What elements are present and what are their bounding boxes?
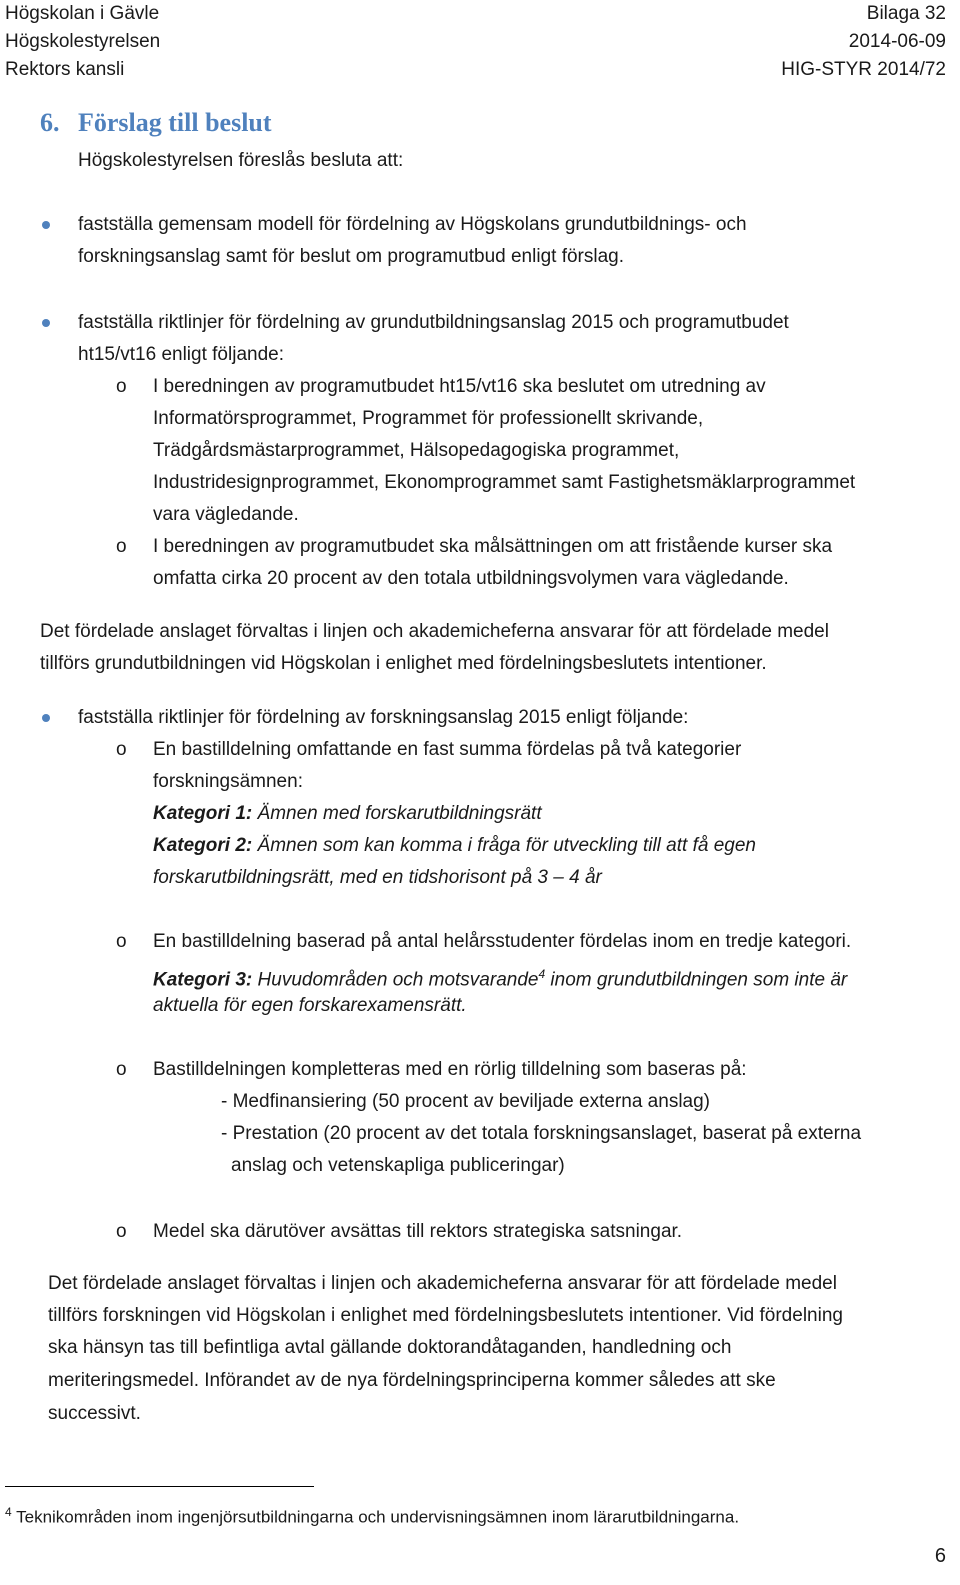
section-number: 6. <box>40 108 60 137</box>
b3-sub4-line1: Medel ska därutöver avsättas till rektors strategiska satsningar. <box>153 1221 683 1242</box>
sub-bullet-marker: o <box>116 536 127 557</box>
b2-sub1-line2: Informatörsprogrammet, Programmet för professionellt skrivande, <box>153 408 704 429</box>
category-3-label: Kategori 3: <box>153 969 253 991</box>
b2-sub1-line1: I beredningen av programutbudet ht15/vt16 ska beslutet om utredning av <box>153 376 766 397</box>
category-3-text-a: Huvudområden och motsvarande <box>252 969 539 991</box>
b3-sub2-line1: En bastilldelning baserad på antal helårsstudenter fördelas inom en tredje kategori. <box>153 931 852 952</box>
b2-sub2-line2: omfatta cirka 20 procent av den totala utbildningsvolymen vara vägledande. <box>153 568 789 589</box>
dash-item-1: - Medfinansiering (50 procent av beviljade externa anslag) <box>221 1091 710 1112</box>
category-1-text: Ämnen med forskarutbildningsrätt <box>252 803 542 824</box>
para1-line1: Det fördelade anslaget förvaltas i linjen och akademicheferna ansvarar för att fördelade medel <box>40 621 829 642</box>
footnote-separator <box>5 1486 314 1487</box>
para1-line2: tillförs grundutbildningen vid Högskolan i enlighet med fördelningsbeslutets intentioner. <box>40 653 767 674</box>
sub-bullet-marker: o <box>116 739 127 760</box>
category-3-line2: aktuella för egen forskarexamensrätt. <box>153 995 467 1016</box>
footnote <box>5 1500 739 1530</box>
b3-sub3-line1: Bastilldelningen kompletteras med en rörlig tilldelning som baseras på: <box>153 1059 747 1080</box>
category-2-line2: forskarutbildningsrätt, med en tidshorisont på 3 – 4 år <box>153 867 602 888</box>
category-2-text: Ämnen som kan komma i fråga för utveckling till att få egen <box>252 835 756 856</box>
bullet1-line2: forskningsanslag samt för beslut om programutbud enligt förslag. <box>78 246 624 267</box>
category-1 <box>153 798 542 830</box>
sub-bullet-marker: o <box>116 1059 127 1080</box>
header-org: Högskolan i Gävle <box>5 3 160 24</box>
category-3-text-b: inom grundutbildningen som inte är <box>545 969 848 991</box>
section-title: Förslag till beslut <box>78 108 272 137</box>
header-office: Rektors kansli <box>5 59 125 80</box>
bullet1-line1: fastställa gemensam modell för fördelning av Högskolans grundutbildnings- och <box>78 214 747 235</box>
para2-line4: meriteringsmedel. Införandet av de nya fördelningsprinciperna kommer således att ske <box>48 1370 776 1391</box>
footnote-text: Teknikområden inom ingenjörsutbildningarna och undervisningsämnen inom lärarutbildningarna. <box>16 1507 740 1527</box>
b2-sub1-line4: Industridesignprogrammet, Ekonomprogrammet samt Fastighetsmäklarprogrammet <box>153 472 856 493</box>
bullet-icon <box>42 221 50 229</box>
header-board: Högskolestyrelsen <box>5 31 161 52</box>
para2-line1: Det fördelade anslaget förvaltas i linjen och akademicheferna ansvarar för att fördelade medel <box>48 1273 837 1294</box>
sub-bullet-marker: o <box>116 376 127 397</box>
page-number: 6 <box>934 1545 946 1567</box>
dash-item-2-line1: - Prestation (20 procent av det totala forskningsanslaget, baserat på externa <box>221 1123 862 1144</box>
sub-bullet-marker: o <box>116 931 127 952</box>
bullet2-line2: ht15/vt16 enligt följande: <box>78 344 284 365</box>
section-intro: Högskolestyrelsen föreslås besluta att: <box>78 150 404 171</box>
bullet3-line1: fastställa riktlinjer för fördelning av forskningsanslag 2015 enligt följande: <box>78 707 689 728</box>
sub-bullet-marker: o <box>116 1221 127 1242</box>
para2-line5: successivt. <box>48 1403 141 1424</box>
para2-line3: ska hänsyn tas till befintliga avtal gällande doktorandåtaganden, handledning och <box>48 1337 732 1358</box>
b2-sub1-line5: vara vägledande. <box>153 504 299 525</box>
b3-sub1-line2: forskningsämnen: <box>153 771 303 792</box>
para2-line2: tillförs forskningen vid Högskolan i enlighet med fördelningsbeslutets intentioner. Vid fördelning <box>48 1305 843 1326</box>
bullet-icon <box>42 319 50 327</box>
b2-sub2-line1: I beredningen av programutbudet ska målsättningen om att fristående kurser ska <box>153 536 833 557</box>
category-2 <box>153 830 756 862</box>
header-appendix: Bilaga 32 <box>866 3 946 24</box>
bullet2-line1: fastställa riktlinjer för fördelning av grundutbildningsanslag 2015 och programutbudet <box>78 312 789 333</box>
header-reference: HIG-STYR 2014/72 <box>781 59 946 80</box>
dash-item-2-line2: anslag och vetenskapliga publiceringar) <box>231 1155 565 1176</box>
header-date: 2014-06-09 <box>848 31 946 52</box>
b3-sub1-line1: En bastilldelning omfattande en fast summa fördelas på två kategorier <box>153 739 742 760</box>
category-2-label: Kategori 2: <box>153 835 253 856</box>
b2-sub1-line3: Trädgårdsmästarprogrammet, Hälsopedagogiska programmet, <box>153 440 680 461</box>
footnote-ref[interactable]: 4 <box>538 967 546 981</box>
footnote-number: 4 <box>5 1505 12 1519</box>
bullet-icon <box>42 714 50 722</box>
category-1-label: Kategori 1: <box>153 803 253 824</box>
